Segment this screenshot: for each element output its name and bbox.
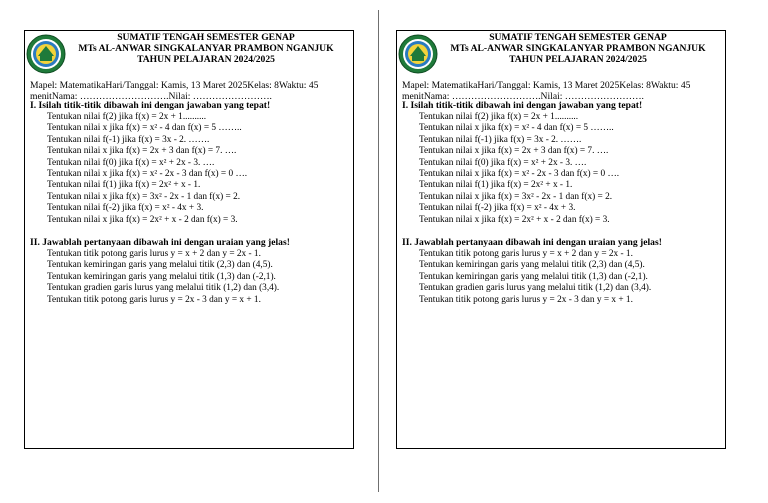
exam-header (437, 32, 719, 65)
school-emblem-icon (26, 34, 66, 74)
question-item: Tentukan nilai f(1) jika f(x) = 2x² + x - 1. (47, 180, 201, 191)
question-item: Tentukan nilai x jika f(x) = 3x² - 2x - 1 dan f(x) = 2. (419, 191, 613, 202)
question-item: Tentukan gradien garis lurus yang melalui titik (1,2) dan (3,4). (419, 283, 652, 294)
question-item: Tentukan nilai f(-2) jika f(x) = x² - 4x + 3. (47, 203, 204, 214)
question-item: Tentukan nilai f(1) jika f(x) = 2x² + x - 1. (419, 180, 573, 191)
question-item: Tentukan kemiringan garis yang melalui titik (1,3) dan (-2,1). (47, 271, 276, 282)
exam-meta (30, 80, 348, 102)
question-item: Tentukan nilai x jika f(x) = x² - 4 dan f(x) = 5 …….. (419, 123, 614, 134)
question-item: Tentukan gradien garis lurus yang melalui titik (1,2) dan (3,4). (47, 283, 280, 294)
exam-sheet-right (396, 30, 726, 449)
section-1-list (419, 112, 721, 226)
section-1-list (47, 112, 349, 226)
question-item: Tentukan nilai x jika f(x) = 2x + 3 dan f(x) = 7. …. (419, 146, 609, 157)
exam-meta (402, 80, 720, 102)
question-item: Tentukan nilai x jika f(x) = x² - 4 dan f(x) = 5 …….. (47, 123, 242, 134)
question-item: Tentukan kemiringan garis yang melalui titik (1,3) dan (-2,1). (419, 271, 648, 282)
academic-year: TAHUN PELAJARAN 2024/2025 (137, 54, 275, 65)
academic-year: TAHUN PELAJARAN 2024/2025 (509, 54, 647, 65)
question-item: Tentukan nilai f(-2) jika f(x) = x² - 4x + 3. (419, 203, 576, 214)
section-2-list (419, 249, 721, 306)
exam-header (65, 32, 347, 65)
question-item: Tentukan nilai x jika f(x) = x² - 2x - 3 dan f(x) = 0 …. (47, 169, 248, 180)
meta-line-1: Mapel: MatematikaHari/Tanggal: Kamis, 13 Maret 2025Kelas: 8Waktu: 45 (30, 80, 319, 91)
school-emblem-icon (398, 34, 438, 74)
question-item: Tentukan nilai f(2) jika f(x) = 2x + 1.......... (47, 112, 207, 122)
question-item: Tentukan titik potong garis lurus y = 2x - 3 dan y = x + 1. (419, 294, 633, 305)
section-2-heading: II. Jawablah pertanyaan dibawah ini dengan uraian yang jelas! (402, 237, 662, 248)
exam-title: SUMATIF TENGAH SEMESTER GENAP (489, 32, 667, 43)
question-item: Tentukan kemiringan garis yang melalui titik (2,3) dan (4,5). (47, 260, 273, 271)
question-item: Tentukan nilai x jika f(x) = 2x + 3 dan f(x) = 7. …. (47, 146, 237, 157)
question-item: Tentukan kemiringan garis yang melalui titik (2,3) dan (4,5). (419, 260, 645, 271)
question-item: Tentukan nilai x jika f(x) = 3x² - 2x - 1 dan f(x) = 2. (47, 191, 241, 202)
section-2-list (47, 249, 349, 306)
section-1-heading: I. Isilah titik-titik dibawah ini dengan jawaban yang tepat! (30, 100, 271, 111)
meta-line-1: Mapel: MatematikaHari/Tanggal: Kamis, 13 Maret 2025Kelas: 8Waktu: 45 (402, 80, 691, 91)
meta-line-2: menitNama: ……………………….Nilai: ……………………. (402, 91, 644, 102)
question-item: Tentukan nilai x jika f(x) = x² - 2x - 3 dan f(x) = 0 …. (419, 169, 620, 180)
section-2-heading: II. Jawablah pertanyaan dibawah ini dengan uraian yang jelas! (30, 237, 290, 248)
question-item: Tentukan nilai f(2) jika f(x) = 2x + 1.......... (419, 112, 579, 122)
exam-title: SUMATIF TENGAH SEMESTER GENAP (117, 32, 295, 43)
question-item: Tentukan nilai x jika f(x) = 2x² + x - 2 dan f(x) = 3. (419, 214, 610, 225)
page-divider (378, 10, 379, 492)
question-item: Tentukan titik potong garis lurus y = 2x - 3 dan y = x + 1. (47, 294, 261, 305)
school-name: MTs AL-ANWAR SINGKALANYAR PRAMBON NGANJUK (78, 43, 334, 54)
question-item: Tentukan nilai f(0) jika f(x) = x² + 2x - 3. …. (47, 157, 215, 168)
school-name: MTs AL-ANWAR SINGKALANYAR PRAMBON NGANJUK (450, 43, 706, 54)
question-item: Tentukan titik potong garis lurus y = x + 2 dan y = 2x - 1. (47, 249, 261, 259)
question-item: Tentukan nilai f(-1) jika f(x) = 3x - 2. ……. (419, 134, 582, 145)
exam-sheet-left (24, 30, 354, 449)
question-item: Tentukan nilai f(-1) jika f(x) = 3x - 2. ……. (47, 134, 210, 145)
question-item: Tentukan nilai f(0) jika f(x) = x² + 2x - 3. …. (419, 157, 587, 168)
meta-line-2: menitNama: ……………………….Nilai: ……………………. (30, 91, 272, 102)
section-1-heading: I. Isilah titik-titik dibawah ini dengan jawaban yang tepat! (402, 100, 643, 111)
question-item: Tentukan nilai x jika f(x) = 2x² + x - 2 dan f(x) = 3. (47, 214, 238, 225)
question-item: Tentukan titik potong garis lurus y = x + 2 dan y = 2x - 1. (419, 249, 633, 259)
